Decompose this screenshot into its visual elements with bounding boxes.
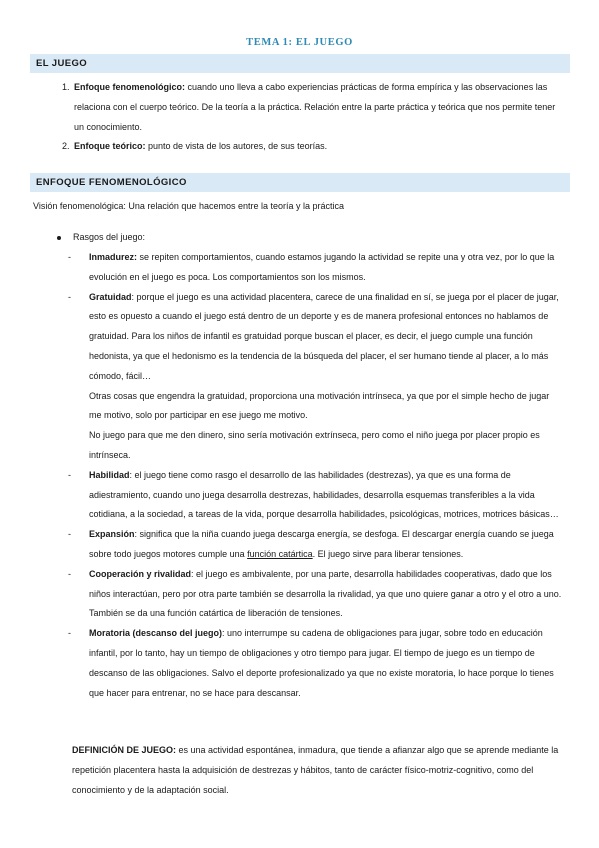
traits-list: [68, 248, 563, 703]
section-heading-enfoque: ENFOQUE FENOMENOLÓGICO: [30, 173, 570, 192]
trait-text: : porque el juego es una actividad placentera, carece de una finalidad en sí, se juega por el placer de jugar, esto es opuesto a cuando el juego está dentro de un deporte y es de manera profesional entonces no hablamos de gratuidad. Para los niños de infantil es gratuidad porque buscan el placer, es decir, el juego cumple una función hedonista, ya que el hedonismo es la tendencia de la búsqueda del placer, el ser humano tiende al placer, a lo más cómodo, fácil…: [89, 291, 559, 381]
dash-icon: -: [68, 628, 71, 639]
trait-extra: Otras cosas que engendra la gratuidad, proporciona una motivación intrínseca, ya que por el simple hecho de jugar me motivo, solo por participar en ese juego me motivo.: [89, 390, 550, 421]
definition-text: es una actividad espontánea, inmadura, que tiende a afianzar algo que se aprende mediante la repetición placentera hasta la adquisición de destrezas y hábitos, tanto de carácter físico-motriz-cognitivo, como del conocimiento y de la adaptación social.: [72, 745, 559, 795]
bullet-label: Rasgos del juego:: [73, 232, 146, 242]
trait-text: : el juego tiene como rasgo el desarrollo de las habilidades (destrezas), ya que es una forma de adiestramiento, cuando uno juega desarrolla destrezas, habilidades, desarrolla esquemas transferibles a la vida cotidiana, a la sociedad, a tareas de la vida, porque desarrolla habilidades, psicológicas, motrices, motrices básicas…: [89, 469, 559, 520]
trait-item: [68, 525, 563, 565]
trait-item: [68, 466, 563, 525]
trait-label: Moratoria (descanso del juego): [89, 628, 223, 639]
trait-text: : uno interrumpe su cadena de obligaciones para jugar, sobre todo en educación infantil, por lo tanto, hay un tiempo de obligaciones y otro tiempo para jugar. El tiempo de juego es un tiempo de descanso de las obligaciones. Salvo el deporte profesionalizado ya que no existe moratoria, lo hace porque lo tienes que hacer para entrenar, no se hace para descansar.: [89, 628, 554, 698]
trait-label: Cooperación y rivalidad: [89, 568, 192, 579]
trait-text: . El juego sirve para liberar tensiones.: [312, 548, 464, 559]
trait-label: Expansión: [89, 529, 135, 540]
dash-icon: -: [68, 252, 71, 262]
item-text: cuando uno lleva a cabo experiencias prácticas de forma empírica y las observaciones las relaciona con el cuerpo teórico. De la teoría a la práctica. Relación entre la parte práctica y teórica que nos permite tener un conocimiento.: [74, 82, 556, 132]
trait-item: [68, 288, 563, 466]
trait-text: se repiten comportamientos, cuando estamos jugando la actividad se repite una y otra vez, por lo que la evolución en el juego es poca. Los comportamientos son los mismos.: [89, 252, 555, 282]
dash-icon: -: [68, 469, 71, 480]
trait-item: [68, 624, 563, 703]
dash-icon: -: [68, 291, 71, 302]
list-item: [72, 78, 565, 137]
trait-text: : el juego es ambivalente, por una parte, desarrolla habilidades cooperativas, dado que los niños interactúan, pero por otra parte también se desarrolla la rivalidad, ya que uno quiere ganar a otro y el otro a uno. También se da una función catártica de liberación de tensiones.: [89, 568, 562, 619]
bullet-icon: [57, 236, 61, 240]
dash-icon: -: [68, 529, 71, 540]
trait-label: Habilidad: [89, 469, 130, 480]
trait-item: [68, 565, 563, 624]
underlined-term: función catártica: [247, 548, 313, 559]
intro-text: Visión fenomenológica: Una relación que hacemos entre la teoría y la práctica: [33, 201, 345, 211]
approaches-list: [30, 78, 565, 157]
dash-icon: -: [68, 568, 71, 579]
item-label: Enfoque teórico:: [74, 141, 146, 152]
trait-extra: No juego para que me den dinero, sino sería motivación extrínseca, pero como el niño juega por placer propio es intrínseca.: [89, 430, 540, 460]
section-heading-el-juego: EL JUEGO: [30, 54, 570, 73]
definition-label: DEFINICIÓN DE JUEGO:: [72, 745, 177, 755]
trait-label: Gratuidad: [89, 291, 132, 302]
item-text: punto de vista de los autores, de sus teorías.: [145, 141, 328, 152]
item-label: Enfoque fenomenológico:: [74, 82, 185, 92]
document-title: TEMA 1: EL JUEGO: [246, 37, 353, 48]
trait-text: : significa que la niña cuando juega descarga energía, se desfoga. El descargar energía cuando se juega sobre todo juegos motores cumple una: [89, 529, 554, 559]
trait-label: Inmadurez:: [89, 252, 138, 262]
definition-paragraph: [72, 741, 567, 800]
list-item: [72, 137, 565, 157]
trait-item: [68, 248, 563, 288]
